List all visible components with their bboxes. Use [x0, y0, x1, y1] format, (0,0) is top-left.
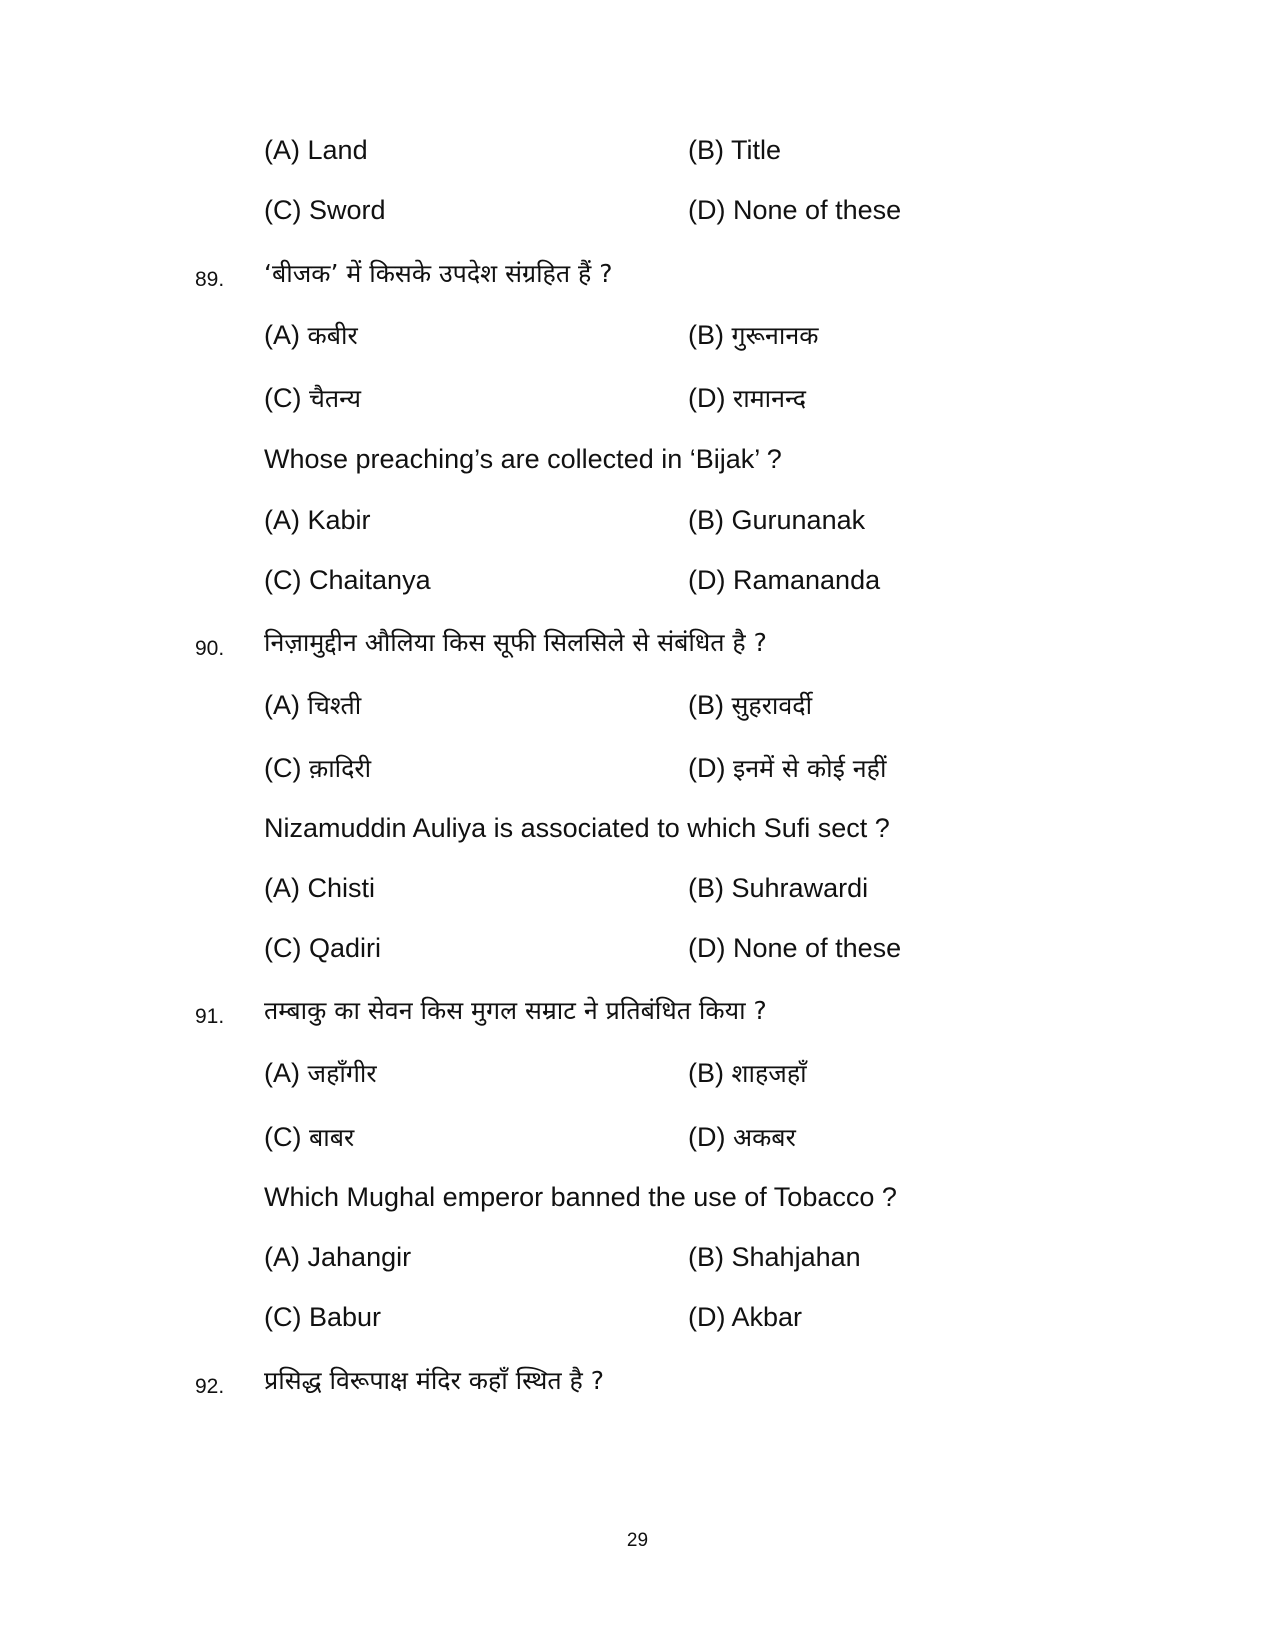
- q89-options-hindi-row-1: [0, 318, 1275, 358]
- page-number: 29: [626, 1530, 649, 1551]
- q91-question-english: [0, 1182, 1275, 1222]
- q90-text-english: Nizamuddin Auliya is associated to which Sufi sect ?: [264, 813, 890, 843]
- q90-options-english-row-1: [0, 873, 1275, 913]
- q89-option-a-hindi: (A) कबीर: [264, 320, 358, 350]
- q88-option-a: (A) Land: [264, 135, 368, 165]
- q89-text-hindi: ‘बीजक’ में किसके उपदेश संग्रहित हैं ?: [264, 259, 613, 288]
- q89-option-d: (D) Ramananda: [688, 565, 881, 595]
- q88-option-b: (B) Title: [688, 135, 782, 165]
- q91-option-a-hindi: (A) जहाँगीर: [264, 1058, 377, 1088]
- q91-text-english: Which Mughal emperor banned the use of Tobacco ?: [264, 1182, 897, 1212]
- q89-option-d-hindi: (D) रामानन्द: [688, 383, 807, 413]
- q90-question-english: [0, 813, 1275, 853]
- q89-question-hindi: [0, 256, 1275, 296]
- q89-number: 89.: [195, 268, 225, 291]
- q91-option-d: (D) Akbar: [688, 1302, 803, 1332]
- q88-option-d: (D) None of these: [688, 195, 902, 225]
- q91-number: 91.: [195, 1005, 225, 1028]
- q91-options-english-row-2: [0, 1302, 1275, 1342]
- q89-question-english: [0, 444, 1275, 484]
- q92-number: 92.: [195, 1375, 225, 1398]
- q90-option-d: (D) None of these: [688, 933, 902, 963]
- q88-options-row-2: [0, 195, 1275, 235]
- q91-option-a: (A) Jahangir: [264, 1242, 412, 1272]
- q89-option-b: (B) Gurunanak: [688, 505, 866, 535]
- q89-text-english: Whose preaching’s are collected in ‘Bijak’ ?: [264, 444, 782, 474]
- q89-options-hindi-row-2: [0, 381, 1275, 421]
- q91-options-english-row-1: [0, 1242, 1275, 1282]
- q90-options-hindi-row-2: [0, 751, 1275, 791]
- q88-option-c: (C) Sword: [264, 195, 386, 225]
- q91-options-hindi-row-2: [0, 1120, 1275, 1160]
- q91-text-hindi: तम्बाकु का सेवन किस मुगल सम्राट ने प्रतिबंधित किया ?: [264, 996, 767, 1025]
- q90-option-a-hindi: (A) चिश्ती: [264, 690, 362, 720]
- q90-number: 90.: [195, 637, 225, 660]
- q91-option-b: (B) Shahjahan: [688, 1242, 861, 1272]
- q90-option-a: (A) Chisti: [264, 873, 376, 903]
- q92-question-hindi: [0, 1363, 1275, 1403]
- q89-option-c: (C) Chaitanya: [264, 565, 431, 595]
- q89-option-c-hindi: (C) चैतन्य: [264, 383, 362, 413]
- q90-option-c-hindi: (C) क़ादिरी: [264, 753, 372, 783]
- q88-options-row-1: [0, 135, 1275, 175]
- q91-option-c-hindi: (C) बाबर: [264, 1122, 355, 1152]
- q92-text-hindi: प्रसिद्ध विरूपाक्ष मंदिर कहाँ स्थित है ?: [264, 1366, 605, 1395]
- q89-option-a: (A) Kabir: [264, 505, 371, 535]
- q90-option-d-hindi: (D) इनमें से कोई नहीं: [688, 753, 887, 783]
- q91-question-hindi: [0, 993, 1275, 1033]
- q90-option-c: (C) Qadiri: [264, 933, 382, 963]
- q90-question-hindi: [0, 625, 1275, 665]
- q91-option-c: (C) Babur: [264, 1302, 382, 1332]
- q89-options-english-row-1: [0, 505, 1275, 545]
- q91-option-d-hindi: (D) अकबर: [688, 1122, 796, 1152]
- q90-text-hindi: निज़ामुद्दीन औलिया किस सूफी सिलसिले से संबंधित है ?: [264, 628, 767, 657]
- q91-option-b-hindi: (B) शाहजहाँ: [688, 1058, 807, 1088]
- q89-option-b-hindi: (B) गुरूनानक: [688, 320, 819, 350]
- q90-options-english-row-2: [0, 933, 1275, 973]
- q90-option-b: (B) Suhrawardi: [688, 873, 869, 903]
- q90-options-hindi-row-1: [0, 688, 1275, 728]
- q91-options-hindi-row-1: [0, 1056, 1275, 1096]
- q90-option-b-hindi: (B) सुहरावर्दी: [688, 690, 813, 720]
- q89-options-english-row-2: [0, 565, 1275, 605]
